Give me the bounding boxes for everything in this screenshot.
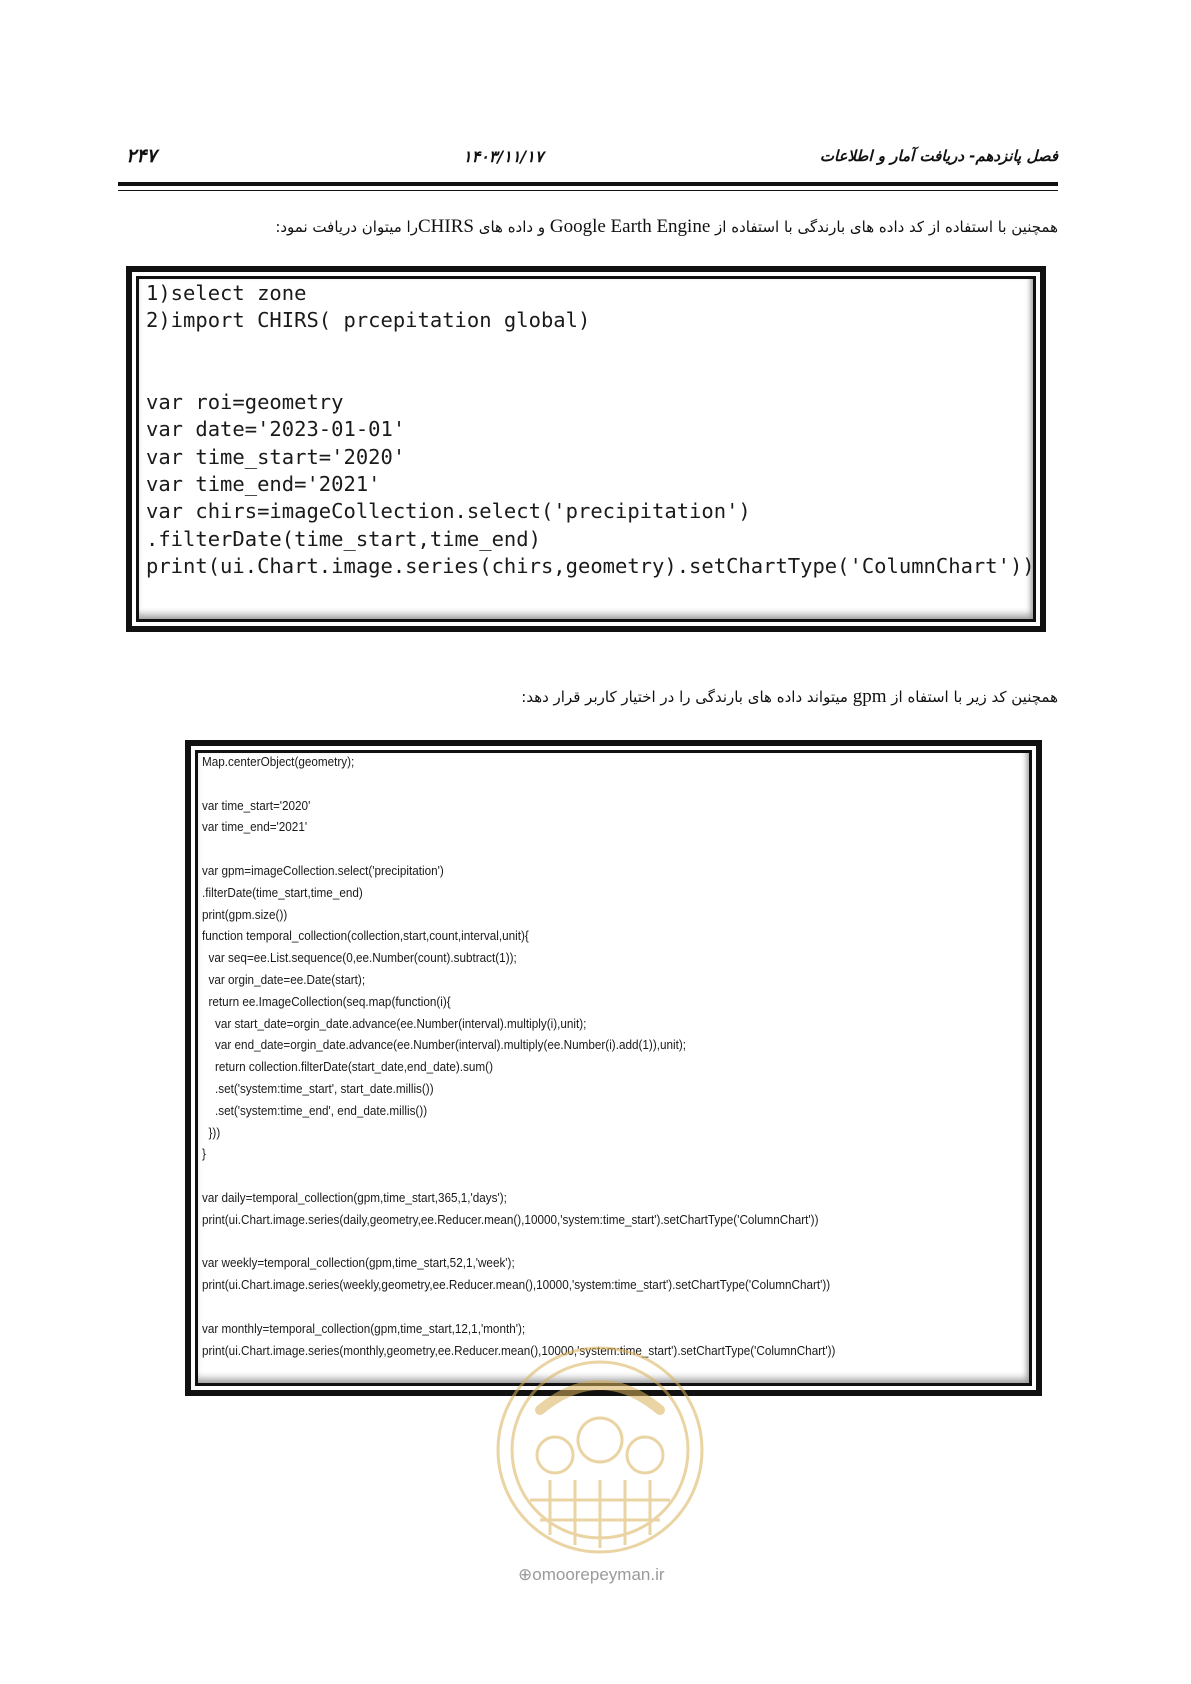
- code-line: print(ui.Chart.image.series(monthly,geometry,ee.Reducer.mean(),10000,'system:time_start').setChartType('ColumnChart')): [202, 1343, 836, 1358]
- code-line: print(gpm.size()): [202, 907, 288, 922]
- intro-paragraph-1: [275, 216, 1058, 238]
- code-line: [202, 774, 835, 796]
- para1-text-3: را میتوان دریافت نمود:: [275, 218, 418, 236]
- para2-text-2: میتواند داده های بارندگی را در اختیار کاربر قرار دهد:: [521, 688, 853, 706]
- code-line: function temporal_collection(collection,start,count,interval,unit){: [202, 929, 529, 944]
- code-line: print(ui.Chart.image.series(weekly,geometry,ee.Reducer.mean(),10000,'system:time_start').setChartType('ColumnChart')): [202, 1278, 831, 1293]
- page-number: ۲۴۷: [126, 145, 157, 167]
- code-line: print(ui.Chart.image.series(chirs,geometry).setChartType('ColumnChart')): [146, 553, 1035, 578]
- code-line: var roi=geometry: [146, 390, 344, 415]
- code-line: return collection.filterDate(start_date,end_date).sum(): [202, 1060, 493, 1075]
- header-date: ۱۴۰۳/۱۱/۱۷: [463, 147, 544, 166]
- para1-text-1: همچنین با استفاده از کد داده های بارندگی با استفاده از: [710, 218, 1058, 236]
- code-line: .filterDate(time_start,time_end): [146, 526, 541, 551]
- code-line: [202, 1232, 835, 1254]
- code-line: var weekly=temporal_collection(gpm,time_start,52,1,'week');: [202, 1256, 515, 1271]
- code-line: 2)import CHIRS( prcepitation global): [146, 308, 591, 333]
- code-line: var gpm=imageCollection.select('precipitation'): [202, 863, 444, 878]
- code-line: })): [202, 1125, 221, 1140]
- para1-text-2: و داده های: [473, 218, 550, 236]
- code-line: var orgin_date=ee.Date(start);: [202, 972, 366, 987]
- code-line: var monthly=temporal_collection(gpm,time_start,12,1,'month');: [202, 1321, 526, 1336]
- header-rule-thin: [118, 190, 1058, 191]
- code-line: 1)select zone: [146, 281, 307, 305]
- chapter-title: فصل پانزدهم- دریافت آمار و اطلاعات: [819, 147, 1058, 165]
- code-line: var start_date=orgin_date.advance(ee.Number(interval).multiply(i),unit);: [202, 1016, 587, 1031]
- code-line: var date='2023-01-01': [146, 417, 406, 442]
- watermark-text: [518, 1565, 665, 1585]
- para1-latin-1: Google Earth Engine: [549, 216, 711, 237]
- code-line: var time_end='2021': [202, 820, 308, 835]
- para1-latin-2: CHIRS: [417, 216, 474, 237]
- globe-icon: ⊕: [518, 1565, 533, 1584]
- code-line: var seq=ee.List.sequence(0,ee.Number(count).subtract(1));: [202, 951, 517, 966]
- watermark-logo: [490, 1340, 710, 1560]
- para2-text-1: همچنین کد زیر با استفاه از: [886, 688, 1058, 706]
- code-line: var chirs=imageCollection.select('precipitation'): [146, 499, 751, 524]
- code-line: .set('system:time_end', end_date.millis()): [202, 1103, 428, 1118]
- code-line: [202, 839, 835, 861]
- watermark-site: omoorepeyman.ir: [532, 1565, 665, 1584]
- code-line: print(ui.Chart.image.series(daily,geometry,ee.Reducer.mean(),10000,'system:time_start').setChartType('ColumnChart')): [202, 1212, 819, 1227]
- code-line: var daily=temporal_collection(gpm,time_start,365,1,'days');: [202, 1190, 507, 1205]
- para2-latin-1: gpm: [852, 686, 887, 707]
- code-line: .set('system:time_start', start_date.millis()): [202, 1081, 434, 1096]
- code-line: [146, 335, 1035, 362]
- header-rule-thick: [118, 182, 1058, 186]
- code-block-chirs: [126, 266, 1046, 632]
- code-line: [202, 1297, 835, 1319]
- code-line: }: [202, 1147, 206, 1162]
- code-line: var end_date=orgin_date.advance(ee.Number(interval).multiply(ee.Number(i).add(1)),unit);: [202, 1038, 687, 1053]
- code-lines: [202, 752, 835, 1362]
- code-line: [202, 1166, 835, 1188]
- code-line: var time_start='2020': [146, 444, 406, 469]
- code-line: var time_start='2020': [202, 798, 311, 813]
- code-lines: [146, 280, 1035, 580]
- code-block-gpm: [185, 740, 1042, 1396]
- code-line: return ee.ImageCollection(seq.map(function(i){: [202, 994, 451, 1009]
- code-line: var time_end='2021': [146, 472, 381, 497]
- code-line: .filterDate(time_start,time_end): [202, 885, 363, 900]
- code-line: [146, 362, 1035, 389]
- page-header: [118, 145, 1058, 185]
- intro-paragraph-2: [521, 686, 1058, 708]
- code-line: Map.centerObject(geometry);: [202, 755, 355, 769]
